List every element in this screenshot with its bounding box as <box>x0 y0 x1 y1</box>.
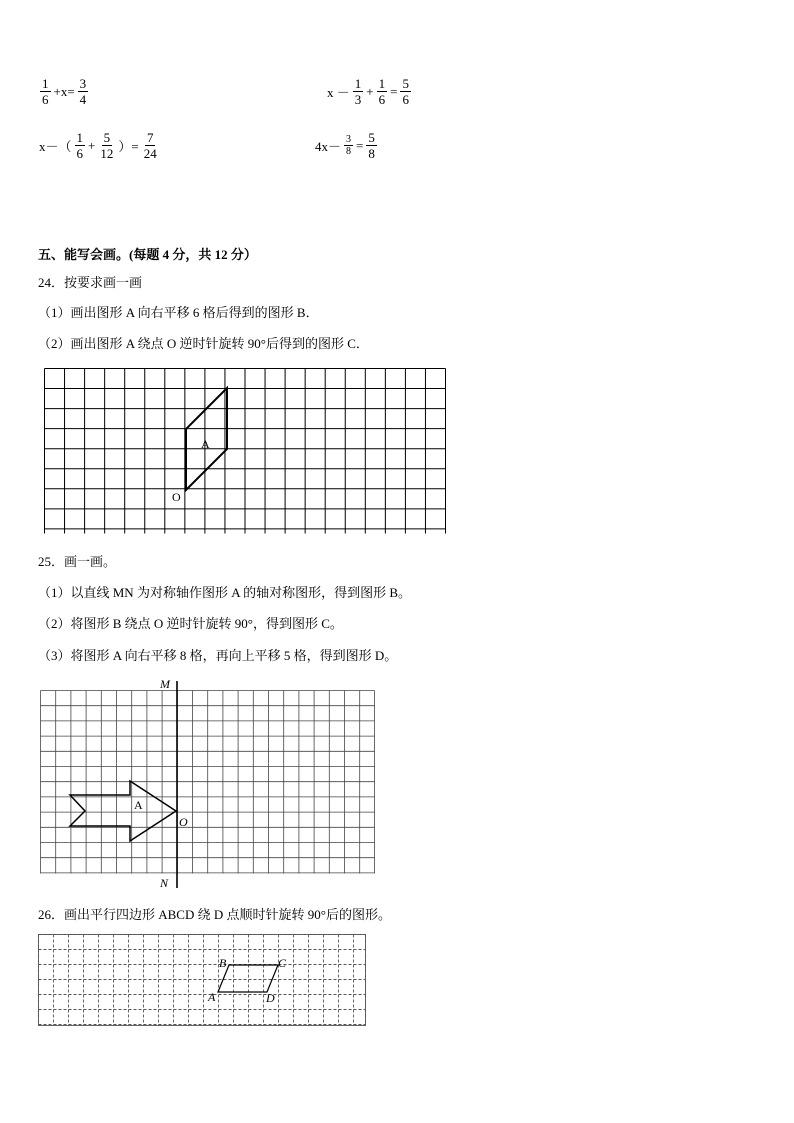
fraction <box>75 130 86 161</box>
equation-text: x－（ <box>39 139 72 154</box>
denominator: 3 <box>354 92 362 107</box>
denominator: 12 <box>100 146 114 161</box>
q24-grid-figure <box>44 368 446 535</box>
equation-text: ）= <box>118 139 139 154</box>
parallelogram-abcd <box>218 965 278 992</box>
equation-text: x － <box>327 85 350 100</box>
fraction <box>98 130 115 161</box>
q24-item-1: （1）画出图形 A 向右平移 6 格后得到的图形 B． <box>38 305 319 320</box>
denominator: 6 <box>378 92 386 107</box>
q25-item-1: （1）以直线 MN 为对称轴作图形 A 的轴对称图形，得到图形 B。 <box>38 585 412 600</box>
fraction <box>78 76 89 107</box>
label-o: O <box>179 815 188 829</box>
denominator: 24 <box>143 146 157 161</box>
label-a: A <box>134 798 143 812</box>
denominator: 8 <box>368 146 375 161</box>
numerator: 7 <box>146 130 154 145</box>
label-o: O <box>172 490 181 504</box>
equation-text: = <box>356 137 364 153</box>
equation-3 <box>38 130 161 161</box>
equation-text: + <box>366 83 374 99</box>
denominator: 6 <box>76 146 84 161</box>
numerator: 1 <box>378 76 386 91</box>
label-m: M <box>160 677 170 691</box>
equation-text: 4x－ <box>315 139 342 154</box>
numerator: 1 <box>42 76 49 91</box>
numerator: 1 <box>76 130 84 145</box>
fraction <box>344 134 353 157</box>
fraction <box>377 76 388 107</box>
numerator: 3 <box>346 134 352 145</box>
q24-item-2: （2）画出图形 A 绕点 O 逆时针旋转 90°后得到的图形 C． <box>38 336 369 351</box>
label-a: A <box>201 437 210 451</box>
denominator: 6 <box>42 92 49 107</box>
equation-text: +x= <box>53 83 75 99</box>
q25-item-3: （3）将图形 A 向右平移 8 格，再向上平移 5 格，得到图形 D。 <box>38 648 398 663</box>
fraction <box>142 130 159 161</box>
equation-4 <box>314 130 379 161</box>
label-d: D <box>266 991 275 1005</box>
numerator: 3 <box>79 76 87 91</box>
q26-title: 26．画出平行四边形 ABCD 绕 D 点顺时针旋转 90°后的图形。 <box>38 907 391 922</box>
fraction <box>353 76 364 107</box>
fraction <box>366 130 377 161</box>
label-b: B <box>219 956 227 970</box>
denominator: 8 <box>346 146 352 157</box>
equation-1 <box>38 76 90 107</box>
denominator: 6 <box>402 92 409 107</box>
q24-title: 24．按要求画一画 <box>38 275 143 290</box>
label-c: C <box>278 956 287 970</box>
fraction <box>400 76 411 107</box>
numerator: 5 <box>402 76 409 91</box>
section-heading: 五、能写会画。(每题 4 分，共 12 分） <box>38 247 257 262</box>
q25-title: 25．画一画。 <box>38 554 117 569</box>
q26-grid-figure <box>38 934 366 1026</box>
numerator: 5 <box>368 130 375 145</box>
numerator: 1 <box>354 76 362 91</box>
numerator: 5 <box>103 130 111 145</box>
equation-text: + <box>88 137 96 153</box>
equation-2 <box>326 76 413 107</box>
denominator: 4 <box>79 92 87 107</box>
fraction <box>40 76 51 107</box>
label-a: A <box>208 990 216 1004</box>
q25-item-2: （2）将图形 B 绕点 O 逆时针旋转 90°，得到图形 C。 <box>38 616 343 631</box>
equation-text: = <box>390 83 398 99</box>
label-n: N <box>160 876 169 890</box>
q25-grid-figure <box>40 676 376 891</box>
